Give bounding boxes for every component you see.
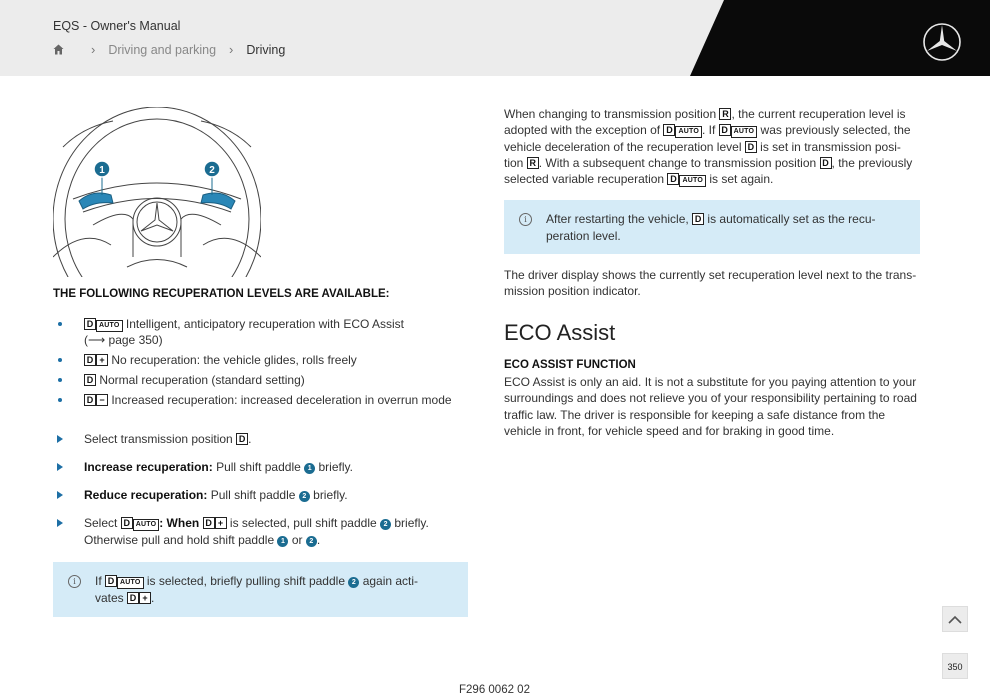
triangle-bullet-icon — [57, 519, 63, 527]
paddle-1-label: 1 — [99, 165, 105, 176]
breadcrumb-driving[interactable]: Driving — [246, 42, 286, 57]
eco-assist-title: ECO Assist — [504, 320, 616, 345]
figure-code: F296 0062 02 — [459, 684, 530, 696]
scroll-to-top-button[interactable] — [942, 606, 968, 632]
list-item: D AUTO Intelligent, anticipatory recuperation with ECO Assist (⟶ page 350) — [57, 316, 467, 348]
info-icon: i — [519, 213, 532, 226]
triangle-bullet-icon — [57, 491, 63, 499]
step-select-auto: Select D AUTO : When D + is selected, pull shift paddle 2 briefly. Otherwise pull and hold shift paddle 1 or 2 . — [57, 515, 467, 549]
list-item: D Normal recuperation (standard setting) — [57, 372, 467, 388]
info-note-auto: i If D AUTO is selected, briefly pulling shift paddle 2 again acti-vates D + . — [53, 562, 468, 617]
step-increase-recuperation: Increase recuperation: Pull shift paddle 1 briefly. — [57, 459, 467, 476]
eco-assist-subtitle: ECO ASSIST FUNCTION — [504, 359, 636, 371]
page-header — [0, 0, 990, 76]
recuperation-levels-heading: THE FOLLOWING RECUPERATION LEVELS ARE AVAILABLE: — [53, 288, 390, 300]
breadcrumb — [53, 42, 285, 57]
transmission-position-paragraph: When changing to transmission position R , the current recuperation level is adopted with the exception of D AUTO . If D AUTO was previously selected, the vehicle deceleration of the recuperation level D is set in transmission posi-tion R . With a subsequent change to transmission position D , the previously selected variable recuperation D AUTO is set again. — [504, 107, 913, 187]
plus-symbol: + — [96, 354, 108, 366]
chevron-right-icon: › — [91, 42, 96, 57]
paddle-2-label: 2 — [209, 165, 215, 176]
chevron-up-icon — [948, 615, 962, 624]
auto-symbol: AUTO — [96, 320, 123, 332]
minus-symbol: − — [96, 394, 108, 406]
instruction-steps — [57, 431, 467, 560]
recuperation-levels-list — [57, 316, 467, 412]
home-icon[interactable] — [53, 44, 64, 55]
info-icon: i — [68, 575, 81, 588]
step-reduce-recuperation: Reduce recuperation: Pull shift paddle 2 briefly. — [57, 487, 467, 504]
doc-title: EQS - Owner's Manual — [53, 19, 181, 33]
mercedes-star-logo-icon — [922, 22, 962, 62]
step-select-position: Select transmission position D . — [57, 431, 467, 448]
triangle-bullet-icon — [57, 435, 63, 443]
d-symbol: D — [84, 318, 96, 330]
breadcrumb-driving-and-parking[interactable]: Driving and parking — [108, 42, 217, 57]
eco-assist-paragraph: ECO Assist is only an aid. It is not a substitute for you paying attention to your surroundings and does not relieve you of your responsibility pertaining to road traffic law. The driver is responsible for keeping a safe distance from the vehicle in front, for vehicle speed and for braking in good time. — [504, 375, 917, 438]
steering-wheel-illustration — [53, 107, 261, 277]
triangle-bullet-icon — [57, 463, 63, 471]
list-item: D − Increased recuperation: increased deceleration in overrun mode — [57, 392, 467, 408]
list-item: D + No recuperation: the vehicle glides, rolls freely — [57, 352, 467, 368]
driver-display-paragraph: The driver display shows the currently set recuperation level next to the trans-mission position indicator. — [504, 268, 917, 299]
page-number: 350 — [942, 653, 968, 679]
page-ref-link[interactable]: (⟶ page 350) — [84, 333, 163, 347]
chevron-right-icon: › — [229, 42, 234, 57]
info-note-restart: i After restarting the vehicle, D is automatically set as the recu-peration level. — [504, 200, 920, 254]
